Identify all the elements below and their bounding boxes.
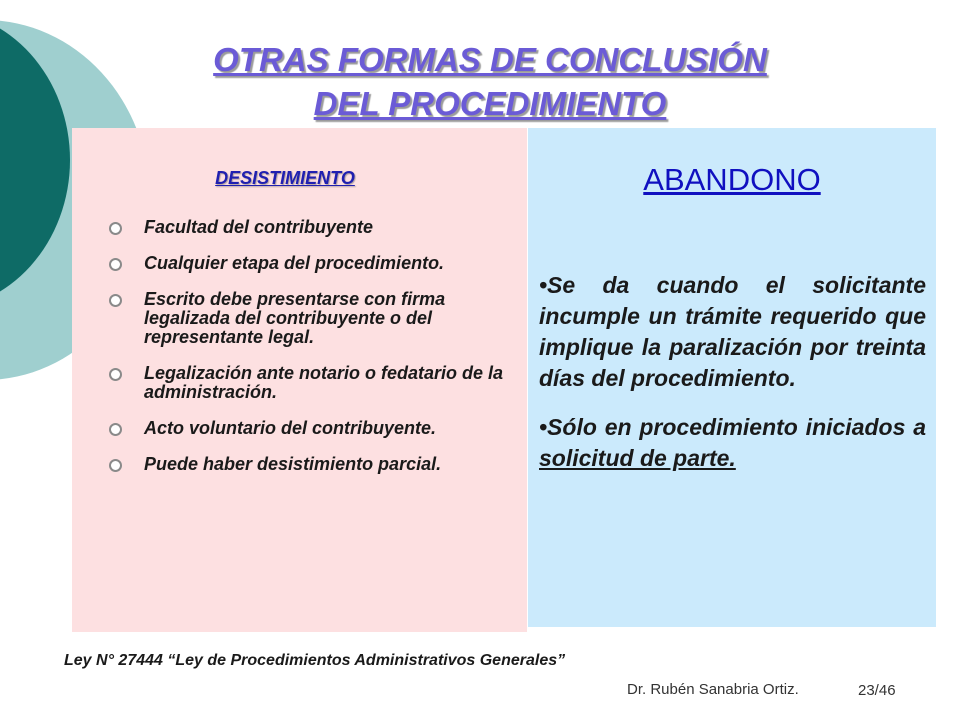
list-item — [100, 254, 520, 273]
slide-title — [80, 38, 900, 126]
page-number: 23/46 — [858, 682, 896, 699]
circle-bullet-icon — [109, 258, 122, 271]
abandono-paragraph-1: •Se da cuando el solicitante incumple un trámite requerido que implique la paralización por treinta días del procedimiento. — [539, 272, 926, 391]
abandono-body — [539, 270, 926, 492]
list-item — [100, 290, 520, 347]
list-item-text: Puede haber desistimiento parcial. — [144, 454, 442, 474]
desistimiento-list — [100, 218, 520, 491]
abandono-paragraph-2 — [539, 412, 926, 474]
title-line-1: OTRAS FORMAS DE CONCLUSIÓN — [213, 41, 767, 78]
title-line-2: DEL PROCEDIMIENTO — [313, 85, 667, 122]
desistimiento-heading: DESISTIMIENTO — [215, 168, 355, 188]
abandono-heading: ABANDONO — [643, 162, 821, 197]
law-reference: Ley N° 27444 “Ley de Procedimientos Administrativos Generales” — [64, 652, 566, 669]
circle-bullet-icon — [109, 459, 122, 472]
circle-bullet-icon — [109, 222, 122, 235]
list-item — [100, 419, 520, 438]
list-item — [100, 218, 520, 237]
circle-bullet-icon — [109, 368, 122, 381]
circle-bullet-icon — [109, 423, 122, 436]
author-name: Dr. Rubén Sanabria Ortiz. — [627, 681, 799, 698]
list-item — [100, 455, 520, 474]
list-item-text: Escrito debe presentarse con firma legalizada del contribuyente o del representante legal. — [144, 289, 446, 347]
list-item-text: Facultad del contribuyente — [144, 217, 374, 237]
list-item-text: Cualquier etapa del procedimiento. — [144, 253, 445, 273]
list-item-text: Legalización ante notario o fedatario de la administración. — [144, 363, 504, 402]
list-item-text: Acto voluntario del contribuyente. — [144, 418, 437, 438]
abandono-paragraph-2-text: •Sólo en procedimiento iniciados a — [539, 414, 926, 440]
circle-bullet-icon — [109, 294, 122, 307]
list-item — [100, 364, 520, 402]
solicitud-de-parte-text: solicitud de parte. — [539, 445, 736, 471]
